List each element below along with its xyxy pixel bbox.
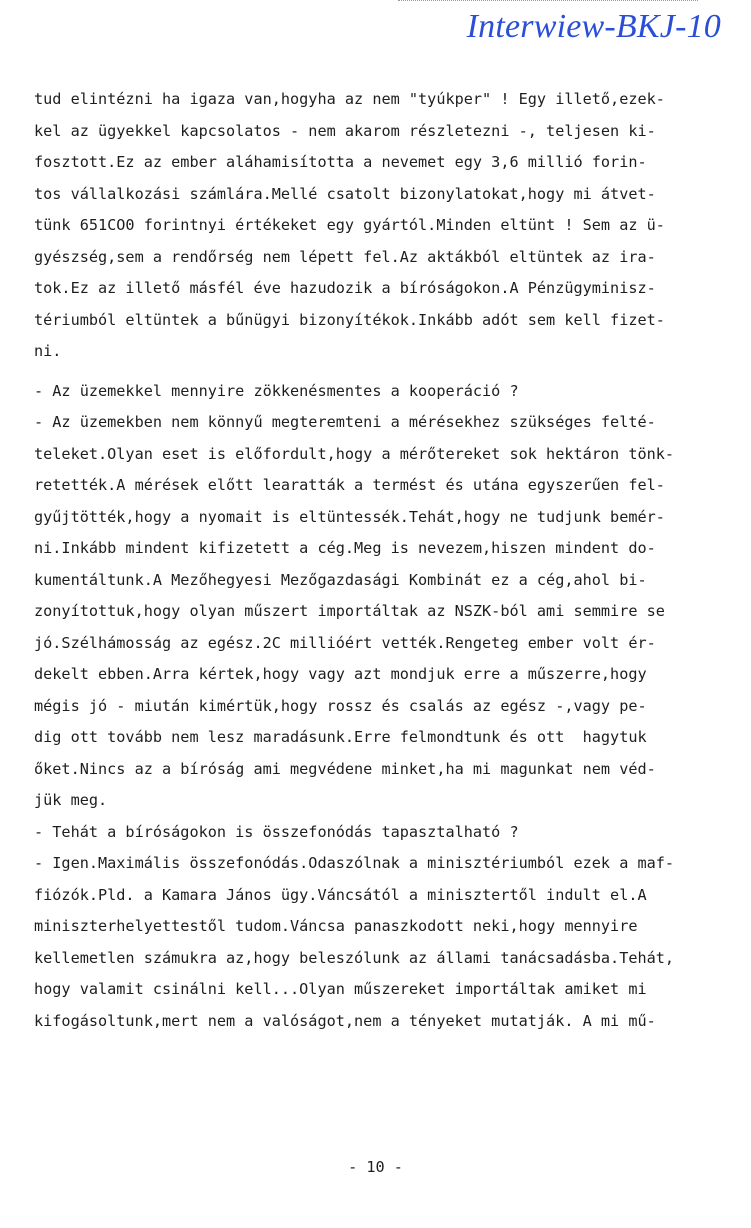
text-line: miniszterhelyettestől tudom.Váncsa panaszkodott neki,hogy mennyire bbox=[34, 917, 638, 935]
text-line: mégis jó - miután kimértük,hogy rossz és csalás az egész -,vagy pe- bbox=[34, 696, 647, 715]
text-line: kumentáltunk.A Mezőhegyesi Mezőgazdasági Kombinát ez a cég,ahol bi- bbox=[34, 570, 647, 589]
question-line: - Az üzemekkel mennyire zökkenésmentes a kooperáció ? bbox=[34, 381, 519, 400]
text-line: kel az ügyekkel kapcsolatos - nem akarom részletezni -, teljesen ki- bbox=[34, 121, 656, 140]
text-line: dig ott tovább nem lesz maradásunk.Erre felmondtunk és ott hagytuk bbox=[34, 728, 647, 746]
text-line: dekelt ebben.Arra kértek,hogy vagy azt mondjuk erre a műszerre,hogy bbox=[34, 665, 647, 683]
text-line: jük meg. bbox=[34, 791, 108, 809]
question-line: - Tehát a bíróságokon is összefonódás tapasztalható ? bbox=[34, 822, 519, 841]
text-line: tok.Ez az illető másfél éve hazudozik a bíróságokon.A Pénzügyminisz- bbox=[34, 279, 656, 297]
text-line: zonyítottuk,hogy olyan műszert importáltak az NSZK-ból ami semmire se bbox=[34, 602, 665, 620]
text-line: őket.Nincs az a bíróság ami megvédene minket,ha mi magunkat nem véd- bbox=[34, 759, 656, 778]
text-line: hogy valamit csinálni kell...Olyan műszereket importáltak amiket mi bbox=[34, 980, 647, 998]
text-line: gyűjtötték,hogy a nyomait is eltüntessék.Tehát,hogy ne tudjunk bemér- bbox=[34, 507, 665, 526]
text-line: jó.Szélhámosság az egész.2C millióért vették.Rengeteg ember volt ér- bbox=[34, 633, 656, 652]
document-header-title: Interwiew-BKJ-10 bbox=[466, 8, 721, 45]
text-line: retették.A mérések előtt learatták a termést és utána egyszerűen fel- bbox=[34, 476, 665, 494]
text-line: tériumból eltüntek a bűnügyi bizonyítékok.Inkább adót sem kell fizet- bbox=[34, 310, 665, 329]
answer-line: - Az üzemekben nem könnyű megteremteni a mérésekhez szükséges felté- bbox=[34, 413, 656, 431]
text-line: teleket.Olyan eset is előfordult,hogy a mérőtereket sok hektáron tönk- bbox=[34, 444, 675, 463]
text-line: tud elintézni ha igaza van,hogyha az nem "tyúkper" ! Egy illető,ezek- bbox=[34, 90, 665, 108]
page-number: - 10 - bbox=[348, 1158, 403, 1176]
text-line: tünk 651CO0 forintnyi értékeket egy gyártól.Minden eltünt ! Sem az ü- bbox=[34, 216, 665, 234]
document-body bbox=[34, 84, 746, 1037]
text-line: fosztott.Ez az ember aláhamisította a nevemet egy 3,6 millió forin- bbox=[34, 153, 647, 171]
text-line: ni.Inkább mindent kifizetett a cég.Meg is nevezem,hiszen mindent do- bbox=[34, 539, 656, 557]
top-divider bbox=[398, 0, 698, 2]
text-line: fiózók.Pld. a Kamara János ügy.Váncsától a minisztertől indult el.A bbox=[34, 885, 647, 904]
text-line: ni. bbox=[34, 342, 62, 360]
answer-line: - Igen.Maximális összefonódás.Odaszólnak a minisztériumból ezek a maf- bbox=[34, 854, 675, 872]
text-line: kifogásoltunk,mert nem a valóságot,nem a tényeket mutatják. A mi mű- bbox=[34, 1011, 656, 1030]
text-line: gyészség,sem a rendőrség nem lépett fel.Az aktákból eltüntek az ira- bbox=[34, 247, 656, 266]
text-line: tos vállalkozási számlára.Mellé csatolt bizonylatokat,hogy mi átvet- bbox=[34, 184, 656, 203]
text-line: kellemetlen számukra az,hogy beleszólunk az állami tanácsadásba.Tehát, bbox=[34, 948, 675, 967]
